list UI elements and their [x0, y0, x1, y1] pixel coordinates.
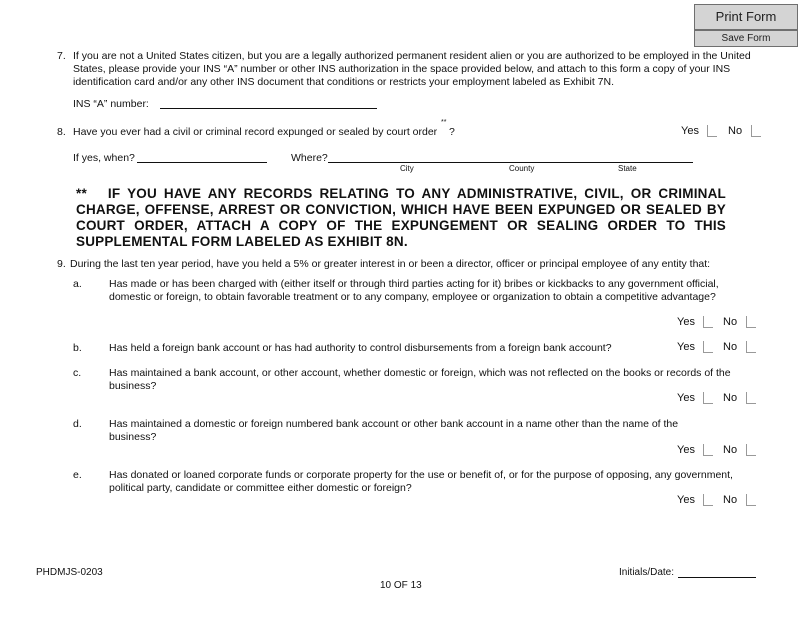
save-form-button[interactable]: Save Form: [694, 30, 798, 47]
ins-number-field[interactable]: [160, 108, 377, 109]
q8-yes-label: Yes: [681, 125, 699, 137]
q8-no-checkbox[interactable]: [751, 125, 761, 137]
q9c-text: Has maintained a bank account, or other account, whether domestic or foreign, which was not reflected on the books or records of the business?: [109, 367, 731, 392]
q9a-letter: a.: [73, 278, 82, 290]
q9d-yes-checkbox[interactable]: [703, 444, 713, 456]
q9d-no-label: No: [723, 444, 738, 456]
q9-text: During the last ten year period, have you held a 5% or greater interest in or been a director, officer or principal employee of any entity that:: [70, 258, 711, 270]
q9-number: 9.: [57, 258, 66, 270]
warning-marker: **: [76, 186, 87, 201]
q8-when-label: If yes, when?: [73, 152, 135, 164]
q9b-no-label: No: [723, 341, 738, 353]
q9d-letter: d.: [73, 418, 82, 430]
q9a-yes-checkbox[interactable]: [703, 316, 713, 328]
q9c-yes-checkbox[interactable]: [703, 392, 713, 404]
q9d-text: Has maintained a domestic or foreign numbered bank account or other bank account in a name other than the name of the business?: [109, 418, 679, 443]
q9c-letter: c.: [73, 367, 82, 379]
q9c-yes-label: Yes: [677, 392, 695, 404]
q8-where-label: Where?: [291, 152, 328, 164]
q9d-yes-label: Yes: [677, 444, 695, 456]
q8-text: Have you ever had a civil or criminal record expunged or sealed by court order: [73, 126, 438, 138]
q8-city-caption: City: [400, 164, 414, 173]
q9e-yes-label: Yes: [677, 494, 695, 506]
q9e-no-label: No: [723, 494, 738, 506]
q8-marker: **: [441, 119, 447, 126]
form-id: PHDMJS-0203: [36, 567, 103, 578]
q9d-no-checkbox[interactable]: [746, 444, 756, 456]
q8-where-field[interactable]: [328, 162, 693, 163]
q8-when-field[interactable]: [137, 162, 267, 163]
q9a-text: Has made or has been charged with (either itself or through third parties acting for it) bribes or kickbacks to any government official, domestic or foreign, to obtain favorable treatment or to any company, employee or organization to obtain a competitive advantage?: [109, 278, 719, 303]
q9a-no-checkbox[interactable]: [746, 316, 756, 328]
q8-number: 8.: [57, 126, 66, 138]
warning-text: IF YOU HAVE ANY RECORDS RELATING TO ANY ADMINISTRATIVE, CIVIL, OR CRIMINAL CHARGE, OFFENSE, ARREST OR CONVICTION, WHICH HAVE BEEN EXPUNGED OR SEALED BY COURT ORDER, ATTACH A COPY OF THE EXPUNGEMENT OR SEALING ORDER TO THIS SUPPLEMENTAL FORM LABELED AS EXHIBIT 8N.: [76, 186, 726, 249]
expungement-warning: [76, 186, 726, 250]
q9b-letter: b.: [73, 342, 82, 354]
q9b-yes-label: Yes: [677, 341, 695, 353]
q8-county-caption: County: [509, 164, 535, 173]
q9b-yes-checkbox[interactable]: [703, 341, 713, 353]
page-number: 10 OF 13: [380, 580, 422, 591]
q8-no-label: No: [728, 125, 743, 137]
q8-state-caption: State: [618, 164, 637, 173]
q8-question-mark: ?: [449, 126, 455, 138]
initials-date-field[interactable]: [678, 577, 756, 578]
q9e-no-checkbox[interactable]: [746, 494, 756, 506]
q7-number: 7.: [57, 50, 66, 62]
q9a-no-label: No: [723, 316, 738, 328]
q9c-no-label: No: [723, 392, 738, 404]
q9e-letter: e.: [73, 469, 82, 481]
q7-text: If you are not a United States citizen, but you are a legally authorized permanent resident alien or you are authorized to be employed in the United States, please provide your INS “A” number or other INS authorization in the space provided below, and attach to this form a copy of your INS identification card and/or any other INS document that conditions or restricts your employment labeled as Exhibit 7N.: [73, 50, 751, 88]
q8-yes-checkbox[interactable]: [707, 125, 717, 137]
q9c-no-checkbox[interactable]: [746, 392, 756, 404]
q9b-text: Has held a foreign bank account or has had authority to control disbursements from a foreign bank account?: [109, 342, 612, 354]
print-form-button[interactable]: Print Form: [694, 4, 798, 30]
q9e-yes-checkbox[interactable]: [703, 494, 713, 506]
ins-number-label: INS “A” number:: [73, 98, 149, 110]
q9e-text: Has donated or loaned corporate funds or corporate property for the use or benefit of, or for the purpose of opposing, any government, political party, candidate or committee either domestic or foreign?: [109, 469, 733, 494]
q9a-yes-label: Yes: [677, 316, 695, 328]
q9b-no-checkbox[interactable]: [746, 341, 756, 353]
initials-date-label: Initials/Date:: [619, 567, 675, 578]
